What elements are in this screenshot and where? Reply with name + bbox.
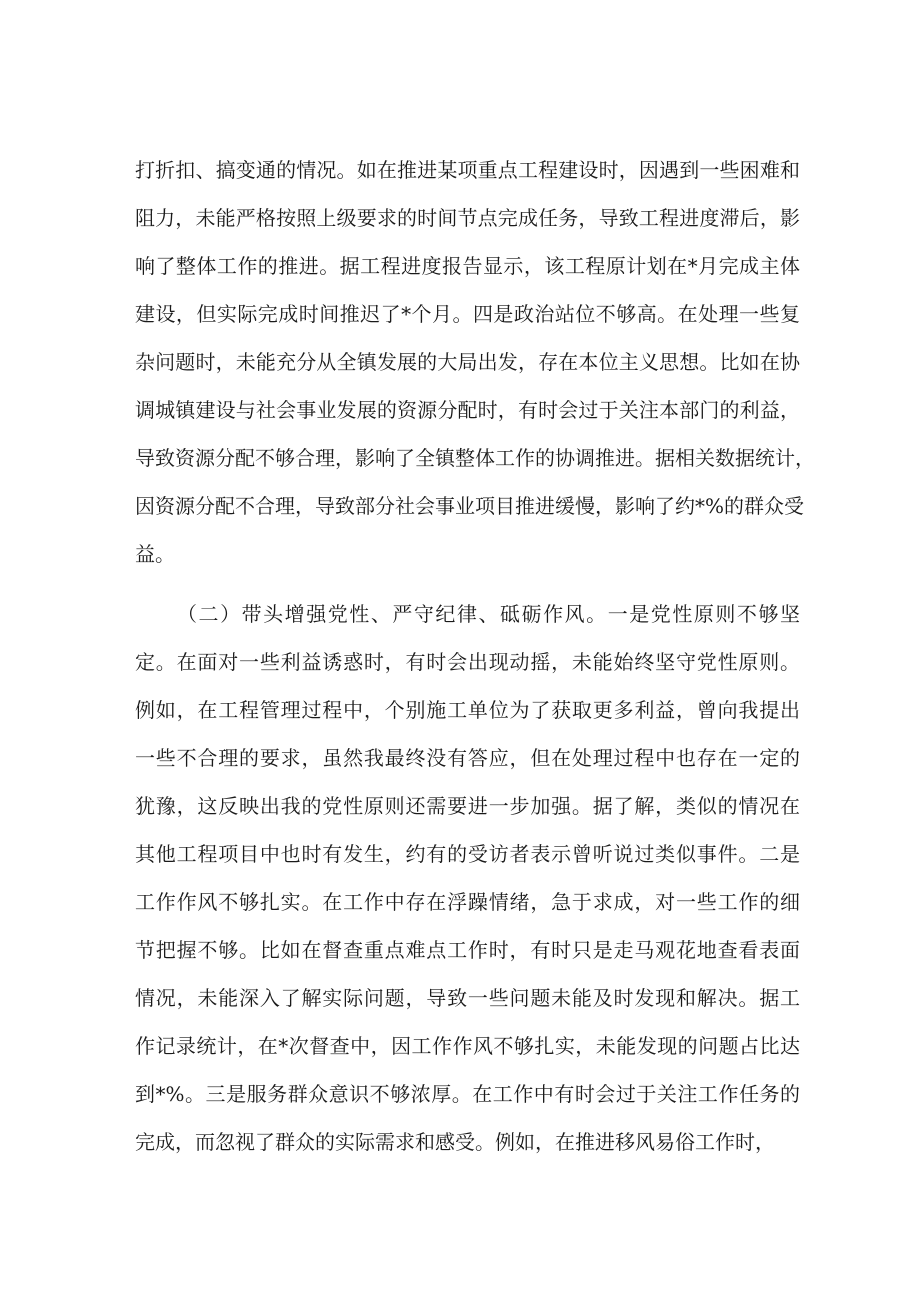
paragraph-2-line-4: 一些不合理的要求，虽然我最终没有答应，但在处理过程中也存在一定的	[135, 746, 800, 770]
paragraph-1-line-4: 建设，但实际完成时间推迟了*个月。四是政治站位不够高。在处理一些复	[135, 302, 800, 326]
paragraph-2-line-2: 定。在面对一些利益诱惑时，有时会出现动摇，未能始终坚守党性原则。	[135, 650, 800, 674]
paragraph-2-line-9: 情况，未能深入了解实际问题，导致一些问题未能及时发现和解决。据工	[135, 986, 800, 1010]
paragraph-2-line-5: 犹豫，这反映出我的党性原则还需要进一步加强。据了解，类似的情况在	[135, 794, 800, 818]
paragraph-2-line-1: （二）带头增强党性、严守纪律、砥砺作风。一是党性原则不够坚	[177, 602, 800, 626]
paragraph-1-line-6: 调城镇建设与社会事业发展的资源分配时，有时会过于关注本部门的利益，	[135, 398, 800, 422]
paragraph-2-line-3: 例如，在工程管理过程中，个别施工单位为了获取更多利益，曾向我提出	[135, 698, 800, 722]
paragraph-1-line-1: 打折扣、搞变通的情况。如在推进某项重点工程建设时，因遇到一些困难和	[135, 158, 800, 182]
paragraph-1-line-9: 益。	[135, 542, 175, 566]
paragraph-2-line-12: 完成，而忽视了群众的实际需求和感受。例如，在推进移风易俗工作时，	[135, 1130, 775, 1154]
paragraph-1-line-7: 导致资源分配不够合理，影响了全镇整体工作的协调推进。据相关数据统计，	[135, 446, 815, 470]
paragraph-1-line-2: 阻力，未能严格按照上级要求的时间节点完成任务，导致工程进度滞后，影	[135, 206, 800, 230]
paragraph-1-line-8: 因资源分配不合理，导致部分社会事业项目推进缓慢，影响了约*%的群众受	[135, 494, 805, 518]
paragraph-2-line-11: 到*%。三是服务群众意识不够浓厚。在工作中有时会过于关注工作任务的	[135, 1082, 800, 1106]
paragraph-1-line-3: 响了整体工作的推进。据工程进度报告显示，该工程原计划在*月完成主体	[135, 254, 800, 278]
paragraph-2-line-10: 作记录统计，在*次督查中，因工作作风不够扎实，未能发现的问题占比达	[135, 1034, 800, 1058]
paragraph-1-line-5: 杂问题时，未能充分从全镇发展的大局出发，存在本位主义思想。比如在协	[135, 350, 800, 374]
paragraph-2-line-8: 节把握不够。比如在督查重点难点工作时，有时只是走马观花地查看表面	[135, 938, 800, 962]
paragraph-2-line-7: 工作作风不够扎实。在工作中存在浮躁情绪，急于求成，对一些工作的细	[135, 890, 800, 914]
paragraph-2-line-6: 其他工程项目中也时有发生，约有的受访者表示曾听说过类似事件。二是	[135, 842, 800, 866]
